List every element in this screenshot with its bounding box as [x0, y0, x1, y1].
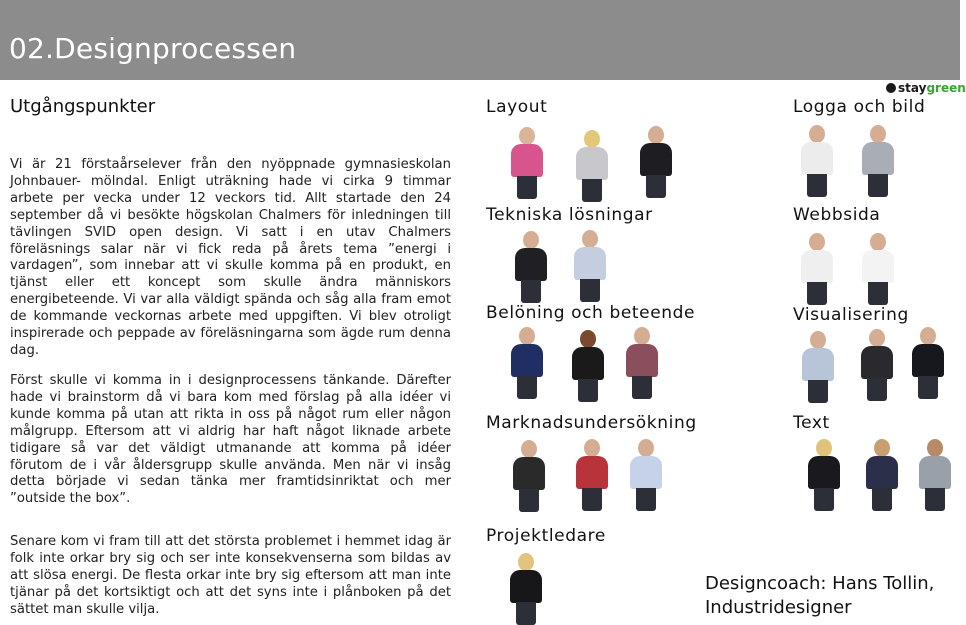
group-heading-webbsida: Webbsida [793, 205, 881, 225]
group-heading-visualisering: Visualisering [793, 305, 909, 325]
paragraph-1: Vi är 21 förstaårselever från den nyöppnade gymnasieskolan Johnbauer- mölndal. Enligt uträkning hade vi cirka 9 timmar arbete per vecka under 12 veckors tid. Allt startade den 24 september då vi besökte högskolan Chalmers för inledningen till tävlingen SVID open design. Vi satt i en utav Chalmers föreläsnings salar när vi fick reda på årets tema ”energi i vardagen”, som innebar att vi skulle komma på en produkt, en tjänst eller ett koncept som skulle ändra människors energibeteende. Vi var alla väldigt spända och såg alla fram emot de kommande veckornas arbete med uppgiften. Vi blev otroligt inspirerade och peppade av föreläsningarna som ägde rum denna dag. [10, 157, 451, 358]
team-photo [626, 439, 666, 511]
group-heading-layout: Layout [486, 97, 548, 117]
team-photo [568, 330, 608, 402]
logo-dot-icon [886, 83, 896, 93]
team-photo [622, 327, 662, 399]
page-title: 02.Designprocessen [9, 32, 297, 65]
designcoach-credit: Designcoach: Hans Tollin, Industridesigner [705, 573, 935, 618]
team-photo [572, 130, 612, 202]
header-bar [0, 0, 960, 80]
team-photo [797, 233, 837, 305]
team-photo [506, 553, 546, 625]
team-photo [636, 126, 676, 198]
team-photo [858, 125, 898, 197]
paragraph-3: Senare kom vi fram till att det största problemet i hemmet idag är folk inte orkar bry sig och ser inte konsekvenserna som bildas av att slösa energi. De flesta orkar inte bry sig eftersom att man inte tjänar på det kortsiktigt och att det syns inte i plånboken på det sättet man skulle vilja. [10, 534, 451, 617]
team-photo [908, 327, 948, 399]
group-heading-tekniska: Tekniska lösningar [486, 205, 653, 225]
team-photo [798, 331, 838, 403]
team-photo [915, 439, 955, 511]
group-heading-projektledare: Projektledare [486, 526, 606, 546]
team-photo [511, 231, 551, 303]
team-photo [858, 233, 898, 305]
group-heading-text: Text [793, 413, 830, 433]
team-photo [570, 230, 610, 302]
team-photo [862, 439, 902, 511]
team-photo [572, 439, 612, 511]
group-heading-beloning: Belöning och beteende [486, 303, 696, 323]
team-photo [509, 440, 549, 512]
paragraph-2: Först skulle vi komma in i designprocessens tänkande. Därefter hade vi brainstorm då vi bara kom med förslag på alla idéer vi kunde komma på utan att rikta in oss på något rum eller någon målgrupp. Eftersom att vi aldrig har haft något liknade arbete tidigare så var det väldigt utmanande att komma på idéer förutom de i vår åldersgrupp skulle använda. Men när vi insåg detta började vi sedan tänka mer framtidsinriktat och mer ”outside the box”. [10, 373, 451, 507]
group-heading-marknad: Marknadsundersökning [486, 413, 697, 433]
team-photo [804, 439, 844, 511]
team-photo [797, 125, 837, 197]
section-heading-utgangspunkter: Utgångspunkter [10, 96, 156, 117]
team-photo [507, 127, 547, 199]
staygreen-logo: staygreen [886, 81, 966, 95]
team-photo [857, 329, 897, 401]
group-heading-logga: Logga och bild [793, 97, 926, 117]
team-photo [507, 327, 547, 399]
